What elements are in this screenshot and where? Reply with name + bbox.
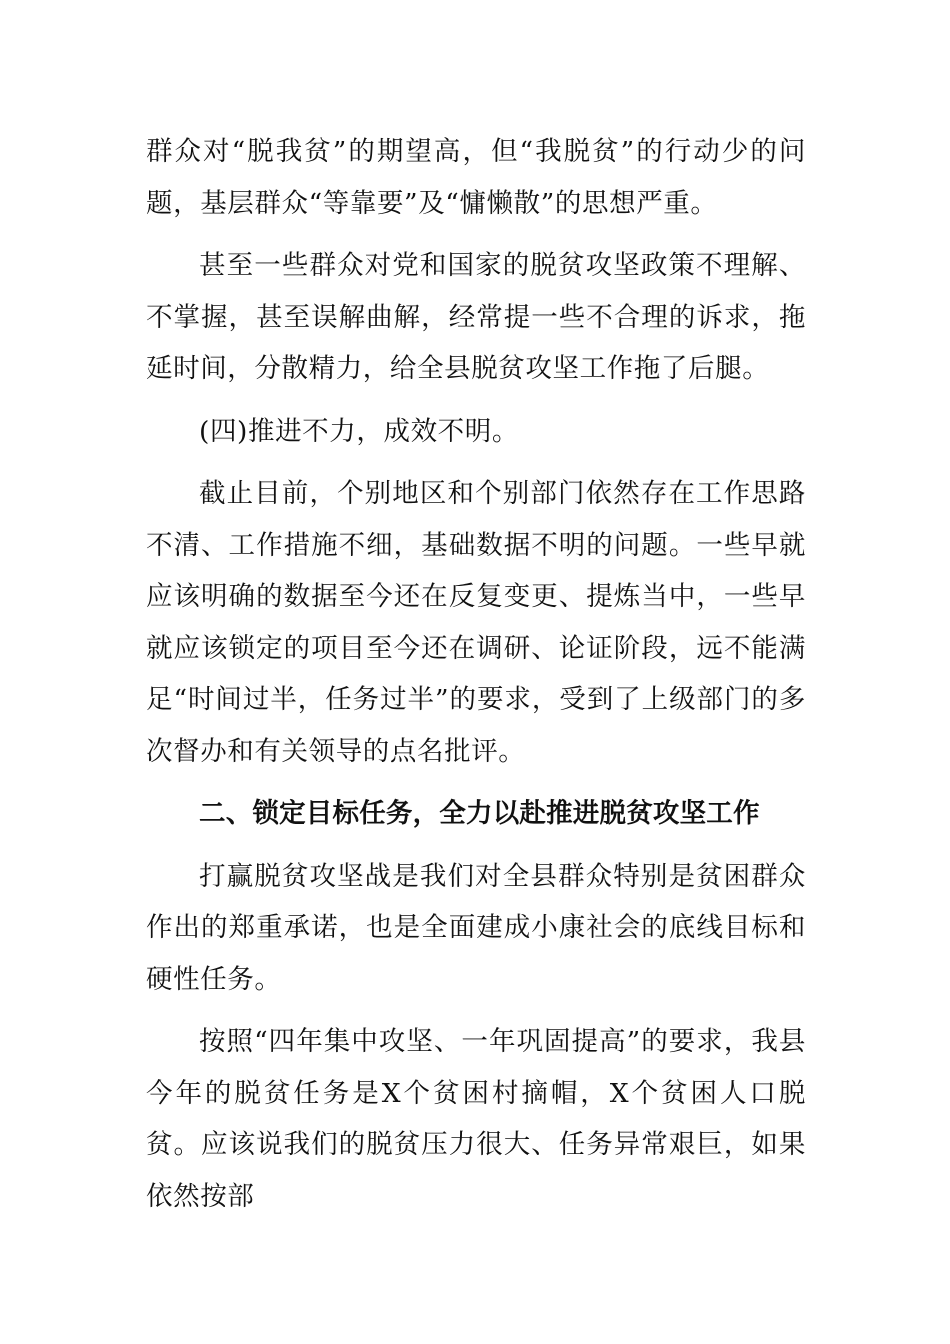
- paragraph-misunderstanding: 甚至一些群众对党和国家的脱贫攻坚政策不理解、不掌握，甚至误解曲解，经常提一些不合理的诉求，拖延时间，分散精力，给全县脱贫攻坚工作拖了后腿。: [146, 250, 806, 384]
- paragraph-commitment: 打赢脱贫攻坚战是我们对全县群众特别是贫困群众作出的郑重承诺，也是全面建成小康社会的底线目标和硬性任务。: [146, 860, 806, 995]
- subheading-four: (四)推进不力，成效不明。: [199, 415, 519, 447]
- paragraph-task: 按照“四年集中攻坚、一年巩固提高”的要求，我县今年的脱贫任务是X个贫困村摘帽，X个贫困人口脱贫。应该说我们的脱贫压力很大、任务异常艰巨，如果依然按部: [146, 1026, 806, 1212]
- document-body: [146, 126, 806, 1233]
- paragraph-progress: 截止目前，个别地区和个别部门依然存在工作思路不清、工作措施不细，基础数据不明的问题。一些早就应该明确的数据至今还在反复变更、提炼当中，一些早就应该锁定的项目至今还在调研、论证阶段，远不能满足“时间过半，任务过半”的要求，受到了上级部门的多次督办和有关领导的点名批评。: [146, 478, 806, 767]
- section-heading-two: 二、锁定目标任务，全力以赴推进脱贫攻坚工作: [199, 798, 760, 829]
- paragraph-continuation: 群众对“脱我贫”的期望高，但“我脱贫”的行动少的问题，基层群众“等靠要”及“慵懒散”的思想严重。: [146, 136, 806, 219]
